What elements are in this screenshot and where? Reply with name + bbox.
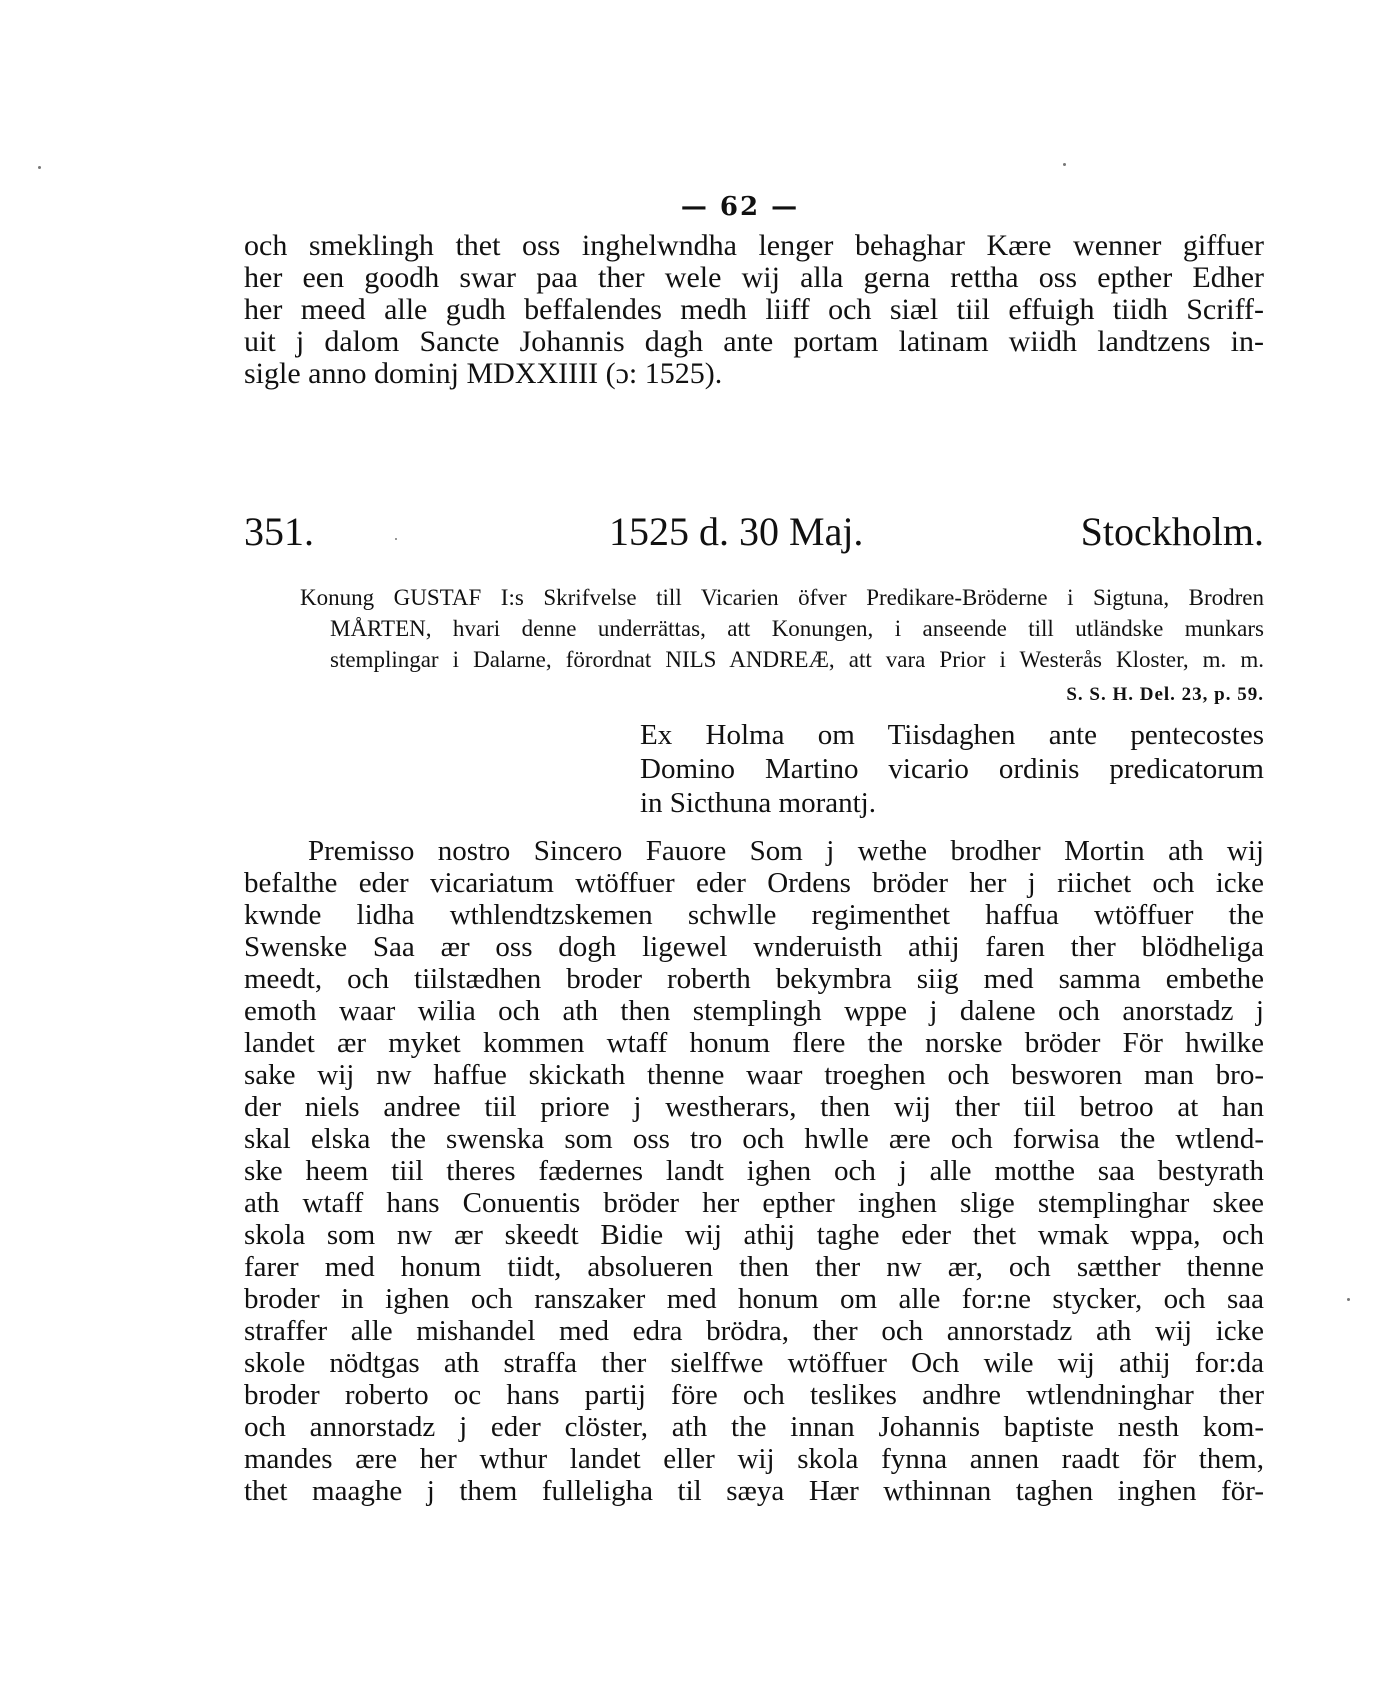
body-line: skola som nw ær skeedt Bidie wij athij taghe eder thet wmak wppa, och bbox=[244, 1219, 1264, 1251]
paper-speck bbox=[38, 166, 41, 169]
body-line: broder in ighen och ranszaker med honum om alle for:ne stycker, och saa bbox=[244, 1283, 1264, 1315]
summary-line: stemplingar i Dalarne, förordnat NILS ANDREÆ, att vara Prior i Westerås Kloster, m. m. bbox=[330, 647, 1264, 672]
body-line: ske heem tiil theres fædernes landt ighen och j alle motthe saa bestyrath bbox=[244, 1155, 1264, 1187]
body-line: sake wij nw haffue skickath thenne waar troeghen och besworen man bro- bbox=[244, 1059, 1264, 1091]
body-line: skal elska the swenska som oss tro och hwlle ære och forwisa the wtlend- bbox=[244, 1123, 1264, 1155]
text-line: her een goodh swar paa ther wele wij alla gerna rettha oss epther Edher bbox=[244, 261, 1264, 294]
paper-speck bbox=[1347, 1298, 1350, 1301]
address-line: in Sicthuna morantj. bbox=[640, 787, 876, 819]
page-number: — 62 — bbox=[680, 192, 800, 222]
text-line: sigle anno dominj MDXXIIII (ɔ: 1525). bbox=[244, 357, 723, 390]
paper-speck bbox=[1063, 163, 1066, 166]
body-line: och annorstadz j eder clöster, ath the innan Johannis baptiste nesth kom- bbox=[244, 1411, 1264, 1443]
document-place: Stockholm. bbox=[1080, 509, 1264, 554]
body-line: meedt, och tiilstædhen broder roberth bekymbra siig med samma embethe bbox=[244, 963, 1264, 995]
body-line: landet ær myket kommen wtaff honum flere the norske bröder För hwilke bbox=[244, 1027, 1264, 1059]
body-line: thet maaghe j them fulleligha til sæya Hær wthinnan taghen inghen för- bbox=[244, 1475, 1264, 1507]
address-line: Ex Holma om Tiisdaghen ante pentecostes bbox=[640, 719, 1264, 751]
body-line: Premisso nostro Sincero Fauore Som j wethe brodher Mortin ath wij bbox=[308, 835, 1264, 867]
body-line: farer med honum tiidt, absolueren then ther nw ær, och sætther thenne bbox=[244, 1251, 1264, 1283]
address-line: Domino Martino vicario ordinis predicatorum bbox=[640, 753, 1264, 785]
body-line: straffer alle mishandel med edra brödra, ther och annorstadz ath wij icke bbox=[244, 1315, 1264, 1347]
document-summary bbox=[300, 582, 1264, 675]
paper-speck bbox=[395, 538, 397, 540]
summary-line: Konung GUSTAF I:s Skrifvelse till Vicarien öfver Predikare-Bröderne i Sigtuna, Brodren bbox=[300, 585, 1264, 610]
letter-body bbox=[244, 835, 1264, 1507]
document-number: 351. bbox=[244, 509, 314, 554]
body-line: ath wtaff hans Conuentis bröder her epther inghen slige stemplinghar skee bbox=[244, 1187, 1264, 1219]
text-line: uit j dalom Sancte Johannis dagh ante portam latinam wiidh landtzens in- bbox=[244, 325, 1264, 358]
body-line: emoth waar wilia och ath then stemplingh wppe j dalene och anorstadz j bbox=[244, 995, 1264, 1027]
body-line: mandes ære her wthur landet eller wij skola fynna annen raadt för them, bbox=[244, 1443, 1264, 1475]
summary-line: MÅRTEN, hvari denne underrättas, att Konungen, i anseende till utländske munkars bbox=[330, 616, 1264, 641]
document-header bbox=[244, 508, 1264, 558]
body-line: skole nödtgas ath straffa ther sielffwe wtöffuer Och wile wij athij for:da bbox=[244, 1347, 1264, 1379]
letter-address bbox=[640, 718, 1264, 820]
document-date: 1525 d. 30 Maj. bbox=[609, 509, 864, 554]
body-line: Swenske Saa ær oss dogh ligewel wnderuisth athij faren ther blödheliga bbox=[244, 931, 1264, 963]
body-line: der niels andree tiil priore j westherars, then wij ther tiil betroo at han bbox=[244, 1091, 1264, 1123]
text-line: och smeklingh thet oss inghelwndha lenger behaghar Kære wenner giffuer bbox=[244, 229, 1264, 262]
body-line: befalthe eder vicariatum wtöffuer eder Ordens bröder her j riichet och icke bbox=[244, 867, 1264, 899]
body-line: broder roberto oc hans partij före och teslikes andhre wtlendninghar ther bbox=[244, 1379, 1264, 1411]
text-line: her meed alle gudh beffalendes medh liiff och siæl tiil effuigh tiidh Scriff- bbox=[244, 293, 1264, 326]
continuation-text bbox=[244, 230, 1264, 390]
source-reference: S. S. H. Del. 23, p. 59. bbox=[1066, 684, 1264, 705]
body-line: kwnde lidha wthlendtzskemen schwlle regimenthet haffua wtöffuer the bbox=[244, 899, 1264, 931]
